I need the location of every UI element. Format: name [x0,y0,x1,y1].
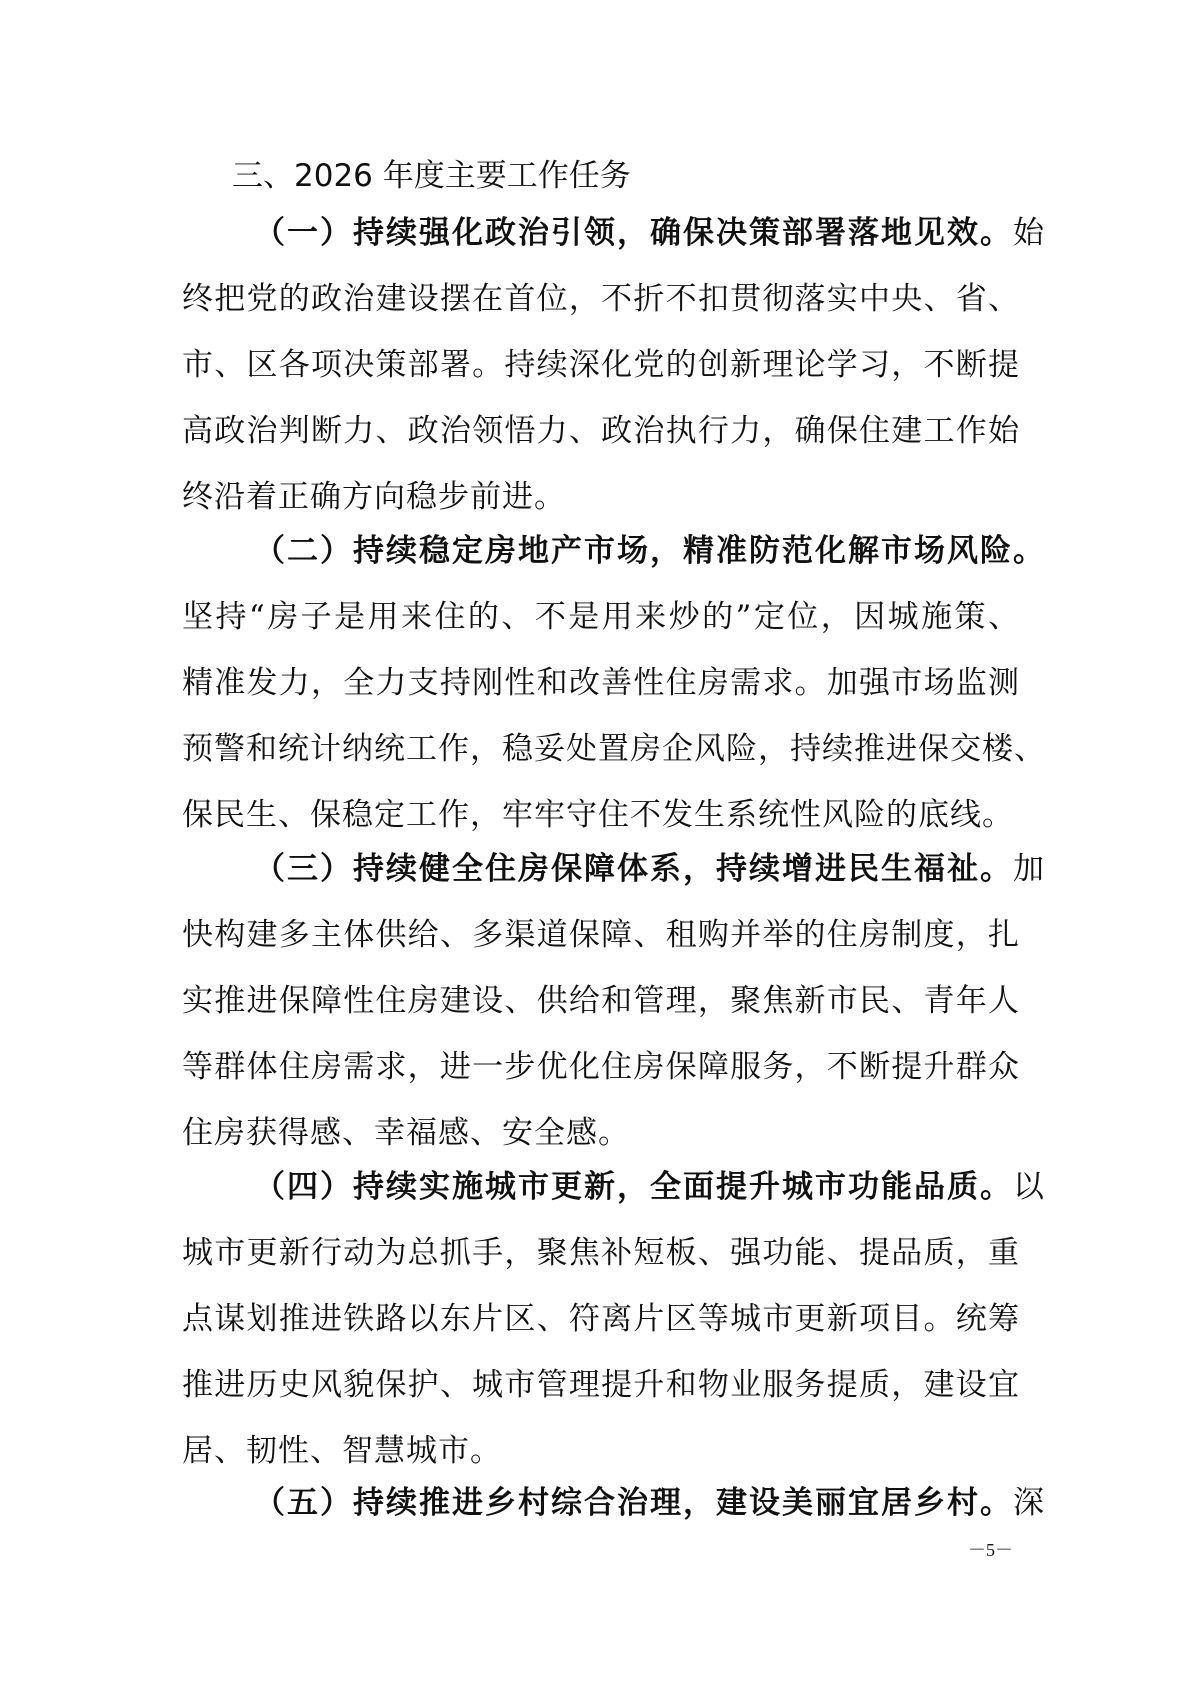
paragraph-line: 实推进保障性住房建设、供给和管理，聚焦新市民、青年人 [182,983,1020,1019]
paragraph-line: 居、韧性、智慧城市。 [182,1433,502,1469]
paragraph-lead: （一）持续强化政治引领，确保决策部署落地见效。 [254,215,1013,251]
paragraph-1 [182,200,1045,530]
paragraph-5 [182,1470,1045,1536]
paragraph-4 [182,1154,1045,1484]
paragraph-lead: （三）持续健全住房保障体系，持续增进民生福祉。 [254,851,1013,887]
paragraph-line: 精准发力，全力支持刚性和改善性住房需求。加强市场监测 [182,665,1020,701]
paragraph-line: 住房获得感、幸福感、安全感。 [182,1115,630,1151]
paragraph-line: 终沿着正确方向稳步前进。 [182,479,566,515]
paragraph-line: 终把党的政治建设摆在首位，不折不扣贯彻落实中央、省、 [182,281,1020,317]
paragraph-3 [182,836,1045,1166]
paragraph-lead: （二）持续稳定房地产市场，精准防范化解市场风险。 [254,533,1046,569]
paragraph-line [182,1470,1045,1536]
paragraph-line: 城市更新行动为总抓手，聚焦补短板、强功能、提品质，重 [182,1235,1020,1271]
section-title: 三、2026 年度主要工作任务 [232,158,631,194]
paragraph-lead: （五）持续推进乡村综合治理，建设美丽宜居乡村。 [254,1485,1013,1521]
paragraph-lead: （四）持续实施城市更新，全面提升城市功能品质。 [254,1169,1013,1205]
paragraph-text: 深 [1013,1485,1045,1521]
paragraph-text: 以 [1013,1169,1045,1205]
paragraph-line: 推进历史风貌保护、城市管理提升和物业服务提质，建设宜 [182,1367,1020,1403]
paragraph-line: 坚持“房子是用来住的、不是用来炒的”定位，因城施策、 [182,599,1020,635]
paragraph-line [182,836,1045,902]
paragraph-line [182,518,1046,584]
paragraph-line: 保民生、保稳定工作，牢牢守住不发生系统性风险的底线。 [182,797,1014,833]
paragraph-text: 始 [1013,215,1045,251]
paragraph-line: 预警和统计纳统工作，稳妥处置房企风险，持续推进保交楼、 [182,731,1046,767]
paragraph-text: 加 [1013,851,1045,887]
paragraph-line: 等群体住房需求，进一步优化住房保障服务，不断提升群众 [182,1049,1020,1085]
paragraph-line: 快构建多主体供给、多渠道保障、租购并举的住房制度，扎 [182,917,1020,953]
paragraph-2 [182,518,1046,848]
paragraph-line [182,1154,1045,1220]
page-number: －5－ [968,1540,1013,1560]
paragraph-line [182,200,1045,266]
paragraph-line: 高政治判断力、政治领悟力、政治执行力，确保住建工作始 [182,413,1020,449]
paragraph-line: 市、区各项决策部署。持续深化党的创新理论学习，不断提 [182,347,1020,383]
paragraph-line: 点谋划推进铁路以东片区、符离片区等城市更新项目。统筹 [182,1301,1020,1337]
